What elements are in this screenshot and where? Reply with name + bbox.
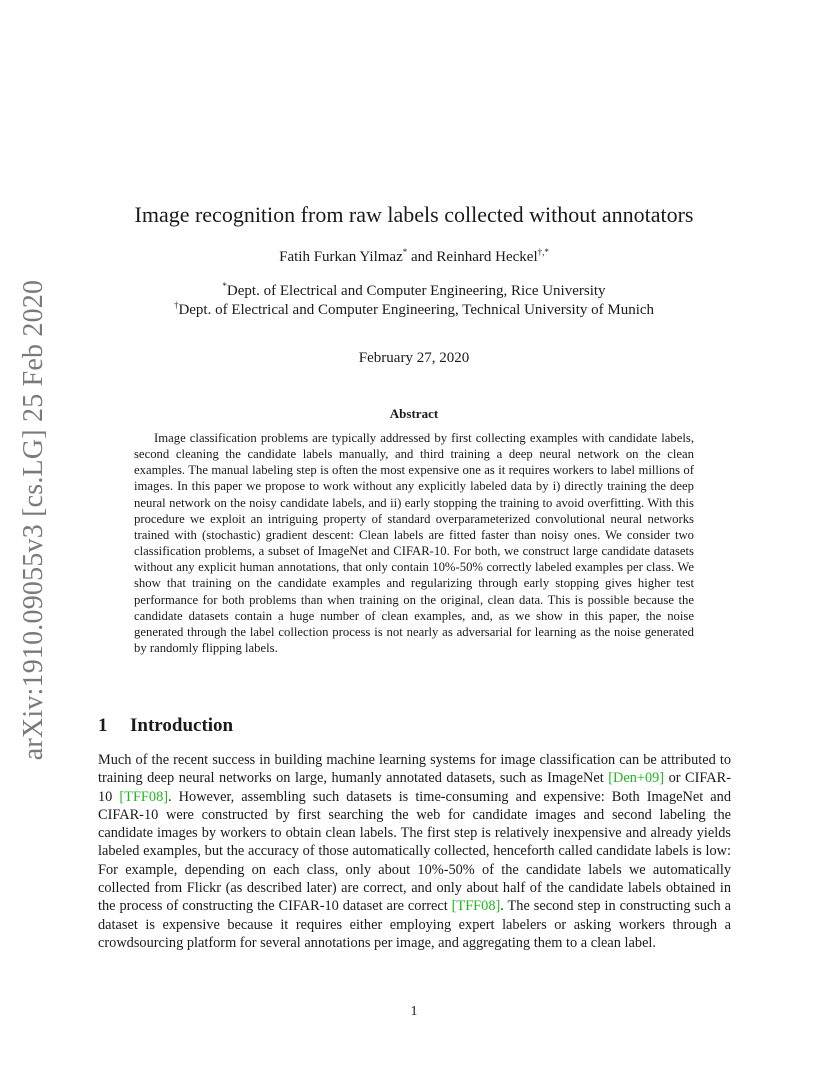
paragraph-text: Much of the recent success in building machine learning systems for image classification can be attributed to training deep neural networks on large, humanly annotated datasets, such as ImageNet	[98, 752, 731, 787]
arxiv-identifier-text: arXiv:1910.09055v3 [cs.LG] 25 Feb 2020	[18, 279, 49, 761]
affiliation-text: Dept. of Electrical and Computer Engineering, Technical University of Munich	[178, 302, 655, 318]
section-number: 1	[98, 715, 108, 736]
publication-date: February 27, 2020	[358, 350, 470, 366]
abstract-text: Image classification problems are typically addressed by first collecting examples with candidate labels, second cleaning the candidate labels manually, and third training a deep neural network on the clean examples. The manual labeling step is often the most expensive one as it requires workers to label millions of images. In this paper we propose to work without any explicitly labeled data by i) directly training the deep neural network on the noisy candidate labels, and ii) early stopping the training to avoid overfitting. With this procedure we exploit an intriguing property of standard overparameterized convolutional neural networks trained with (stochastic) gradient descent: Clean labels are fitted faster than noisy ones. We consider two classification problems, a subset of ImageNet and CIFAR-10. For both, we construct large candidate datasets without any explicit human annotations, that only contain 10%-50% correctly labeled examples per class. We show that training on the candidate examples and regularizing through early stopping gives higher test performance for both problems than when training on the original, clean data. This is possible because the candidate datasets contain a huge number of clean examples, and, as we show in this paper, the noise generated through the label collection process is not nearly as adversarial for learning as the noise generated by randomly flipping labels.	[134, 431, 694, 656]
paper-title: Image recognition from raw labels collected without annotators	[134, 202, 694, 227]
introduction-paragraph	[98, 751, 731, 952]
paragraph-text: . However, assembling such datasets is time-consuming and expensive: Both ImageNet and CIFAR-10 were constructed by first searching the web for candidate images and second labeling the candidate images by workers to obtain clean labels. The first step is relatively inexpensive and already yields labeled examples, but the accuracy of those automatically collected, henceforth called candidate labels is low: For example, depending on each class, only about 10%-50% of the candidate labels we automatically collected from Flickr (as described later) are correct, and only about half of the candidate labels obtained in the process of constructing the CIFAR-10 dataset are correct	[98, 788, 732, 915]
affiliation-mark: *	[222, 281, 227, 291]
author-affiliation-mark: †,*	[537, 247, 549, 257]
author-conjunction: and	[407, 249, 437, 265]
citation-link[interactable]: [Den+09]	[608, 770, 665, 787]
paragraph-text: or CIFAR-10	[98, 770, 731, 805]
section-heading	[98, 714, 233, 738]
author-line	[0, 246, 828, 268]
affiliation-block	[0, 282, 828, 320]
author-name: Fatih Furkan Yilmaz	[279, 249, 403, 265]
section-title: Introduction	[130, 715, 234, 736]
affiliation-line	[0, 282, 828, 301]
affiliation-line	[0, 301, 828, 320]
affiliation-mark: †	[173, 300, 179, 310]
author-affiliation-mark: *	[402, 247, 408, 257]
abstract-heading: Abstract	[389, 406, 439, 421]
affiliation-text: Dept. of Electrical and Computer Engineering, Rice University	[226, 283, 606, 299]
paragraph-text: . The second step in constructing such a dataset is expensive because it requires either employing expert labelers or asking workers through a crowdsourcing platform for several annotations per image, and aggregating them to a clean label.	[98, 898, 732, 951]
citation-link[interactable]: [TFF08]	[451, 898, 501, 915]
citation-link[interactable]: [TFF08]	[119, 788, 169, 805]
page-number: 1	[410, 1004, 418, 1019]
author-name: Reinhard Heckel	[436, 249, 538, 265]
